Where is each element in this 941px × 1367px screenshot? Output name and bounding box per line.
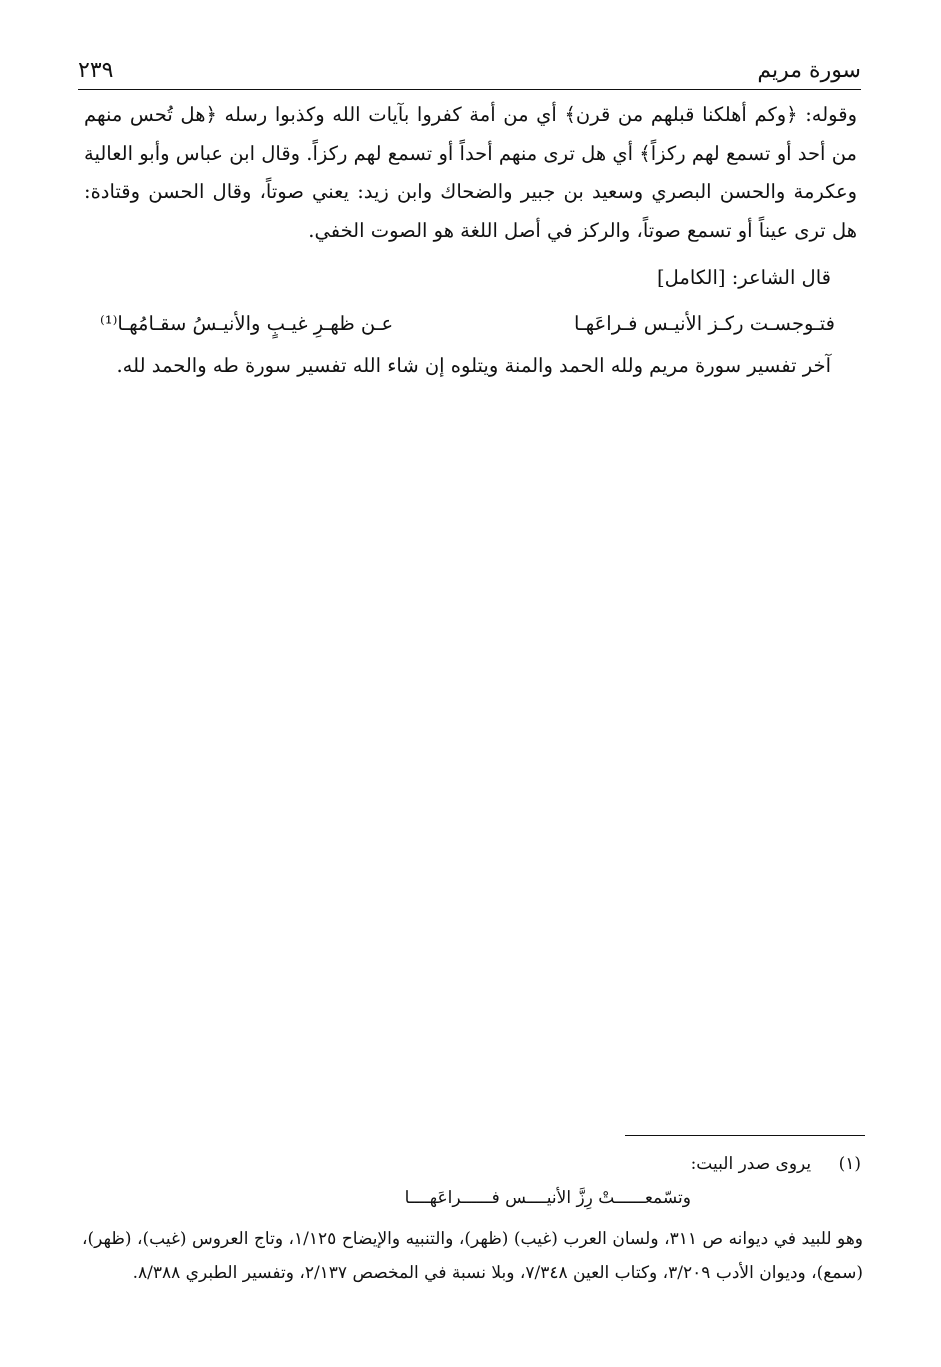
- main-text: [84, 96, 857, 250]
- footnote-marker: (١): [838, 1154, 861, 1174]
- footnote-text: [82, 1222, 863, 1290]
- poetry-verse: [100, 306, 835, 346]
- footnote-divider: [625, 1135, 865, 1136]
- closing-line: آخر تفسير سورة مريم ولله الحمد والمنة ويتلوه إن شاء الله تفسير سورة طه والحمد لله.: [116, 354, 831, 377]
- surah-title: سورة مريم: [757, 58, 861, 83]
- footnote-intro: يروى صدر البيت:: [690, 1154, 812, 1174]
- page-number: ٢٣٩: [78, 58, 114, 83]
- verse-second-hemistich: عـن ظهـرِ غيـبٍ والأنيـسُ سقـامُهـا⁽¹⁾: [100, 312, 394, 335]
- poet-intro: قال الشاعر: [الكامل]: [657, 266, 831, 289]
- footnote-heading: [691, 1154, 861, 1174]
- footnote-verse: وتسّمعــــــتْ رِزَّ الأنيــــس فــــــراعَهــــا: [404, 1188, 691, 1208]
- commentary-paragraph: وقوله: ﴿وكم أهلكنا قبلهم من قرن﴾ أي من أمة كفروا بآيات الله وكذبوا رسله ﴿هل تُحس منهم من أحد أو تسمع لهم ركزاً﴾ أي هل ترى منهم أحداً أو تسمع لهم ركزاً. وقال ابن عباس وأبو العالية وعكرمة والحسن البصري وسعيد بن جبير والضحاك وابن زيد: يعني صوتاً، وقال الحسن وقتادة: هل ترى عيناً أو تسمع صوتاً، والركز في أصل اللغة هو الصوت الخفي.: [84, 103, 857, 242]
- verse-first-hemistich: فتـوجسـت ركـز الأنيـس فـراعَهـا: [574, 312, 835, 335]
- footnote-paragraph: وهو للبيد في ديوانه ص ٣١١، ولسان العرب (غيب) (ظهر)، والتنبيه والإيضاح ١/١٢٥، وتاج العروس (غيب)، (ظهر)، (سمع)، وديوان الأدب ٣/٢٠٩، وكتاب العين ٧/٣٤٨، وبلا نسبة في المخصص ٢/١٣٧، وتفسير الطبري ٨/٣٨٨.: [82, 1229, 863, 1283]
- header-divider: [78, 89, 861, 90]
- page-header: [78, 56, 861, 88]
